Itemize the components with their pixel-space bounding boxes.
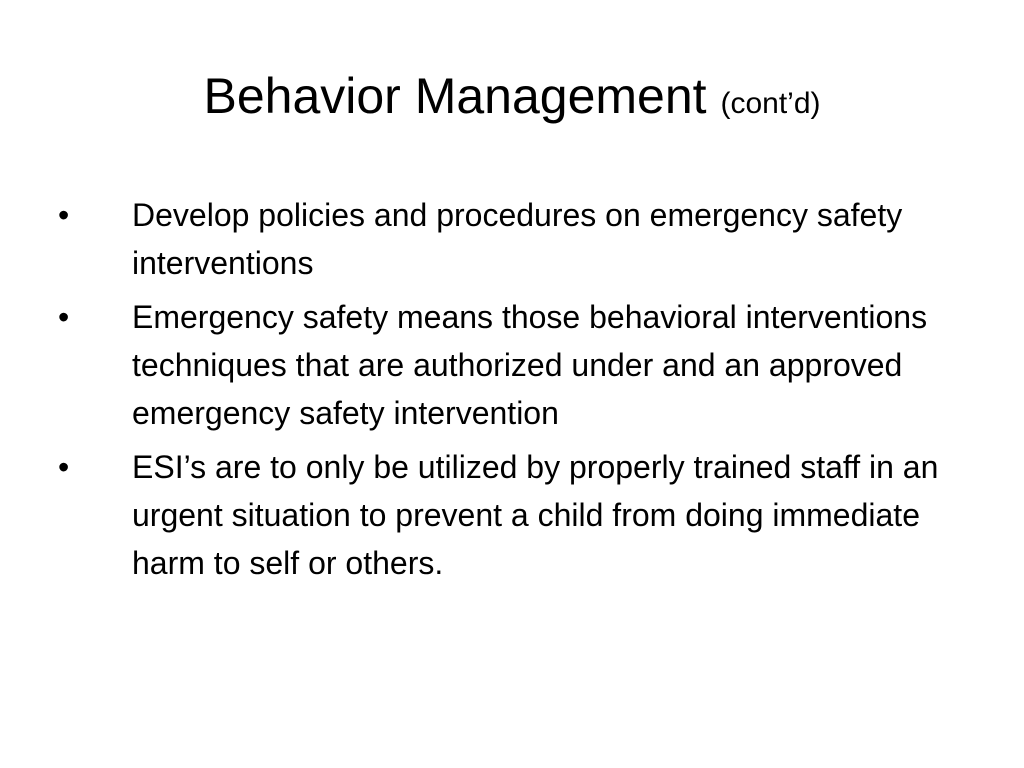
bullet-text: Emergency safety means those behavioral interventions techniques that are authorized under and an approved emergency safety intervention: [132, 299, 928, 431]
bullet-list: [58, 191, 978, 593]
bullet-icon: •: [58, 197, 70, 233]
bullet-text: Develop policies and procedures on emergency safety interventions: [132, 197, 903, 281]
bullet-text: ESI’s are to only be utilized by properly trained staff in an urgent situation to prevent a child from doing immediate harm to self or others.: [132, 449, 939, 581]
bullet-item: [58, 293, 978, 437]
slide-title: [0, 64, 1024, 136]
bullet-item: [58, 191, 978, 287]
bullet-item: [58, 443, 978, 587]
slide-title-main: Behavior Management: [203, 68, 707, 124]
slide-title-suffix: (cont’d): [720, 87, 821, 120]
bullet-icon: •: [58, 449, 70, 485]
bullet-icon: •: [58, 299, 70, 335]
